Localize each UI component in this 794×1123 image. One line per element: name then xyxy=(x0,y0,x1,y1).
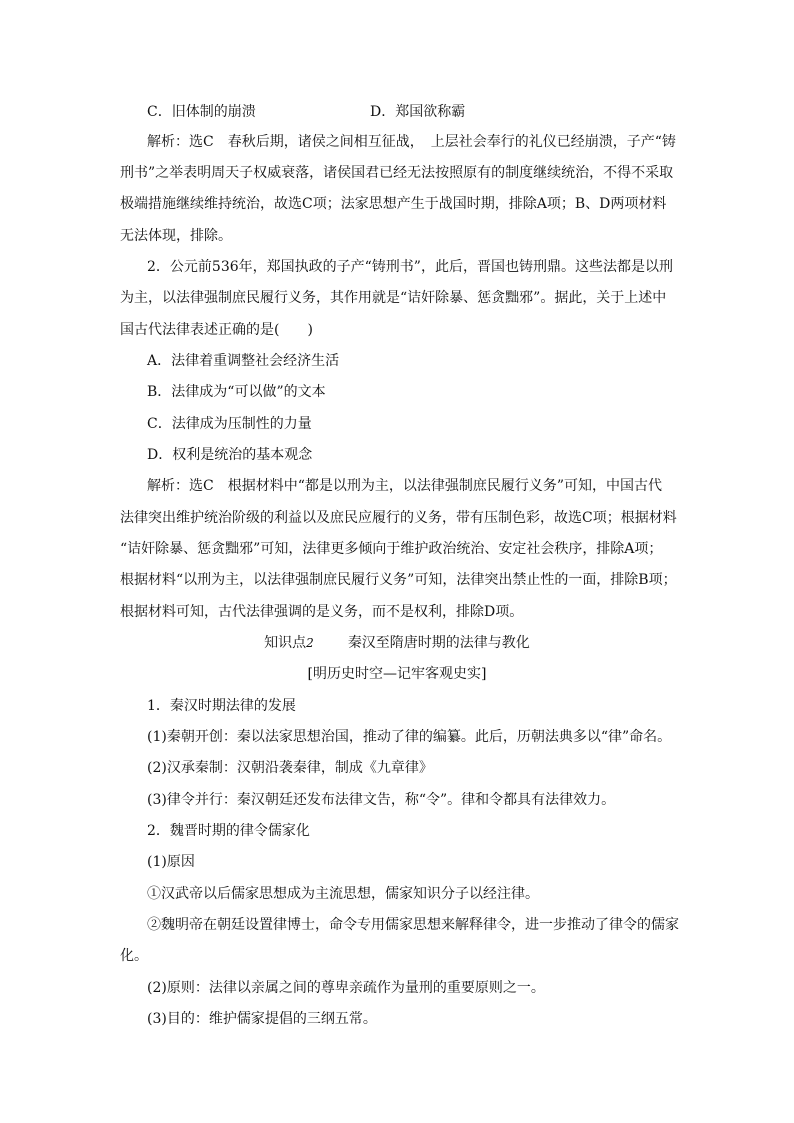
q1-options-row xyxy=(147,102,707,122)
q2-explanation-line-5: 根据材料可知，古代法律强调的是义务，而不是权利，排除D项。 xyxy=(120,604,524,620)
section2-purpose: (3)目的：维护儒家提倡的三纲五常。 xyxy=(147,1011,377,1027)
q2-stem-line-2: 为主，以法律强制庶民履行义务，其作用就是“诘奸除暴、惩贪黜邪”。据此，关于上述中 xyxy=(120,290,667,306)
knowledge-point-title: 秦汉至隋唐时期的法律与教化 xyxy=(347,635,530,651)
q2-stem-line-1: 2．公元前536年，郑国执政的子产“铸刑书”，此后，晋国也铸刑鼎。这些法都是以刑 xyxy=(147,259,673,275)
q2-option-d: D．权利是统治的基本观念 xyxy=(147,447,313,463)
q2-explanation-line-3: “诘奸除暴、惩贪黜邪”可知，法律更多倾向于维护政治统治、安定社会秩序，排除A项； xyxy=(120,541,663,557)
q2-option-a: A．法律着重调整社会经济生活 xyxy=(147,353,340,369)
section2-title: 2．魏晋时期的律令儒家化 xyxy=(147,823,310,839)
q1-option-d: D．郑国欲称霸 xyxy=(370,104,466,120)
q1-explanation-line-4: 无法体现，排除。 xyxy=(120,228,232,244)
section1-item-3: (3)律令并行：秦汉朝廷还发布法律文告，称“令”。律和令都具有法律效力。 xyxy=(147,792,616,808)
section2-principle: (2)原则：法律以亲属之间的尊卑亲疏作为量刑的重要原则之一。 xyxy=(147,980,545,996)
section2-reason-1: ①汉武帝以后儒家思想成为主流思想，儒家知识分子以经注律。 xyxy=(147,886,539,902)
q2-option-c: C．法律成为压制性的力量 xyxy=(147,416,312,432)
q1-explanation-line-1: 解析：选C 春秋后期，诸侯之间相互征战， 上层社会奉行的礼仪已经崩溃，子产“铸 xyxy=(147,134,676,150)
q1-explanation-line-2: 刑书”之举表明周天子权威衰落，诸侯国君已经无法按照原有的制度继续统治，不得不采取 xyxy=(120,165,674,181)
knowledge-point-label: 知识点2 xyxy=(264,635,314,651)
section2-reason-2-cont: 化。 xyxy=(120,948,148,964)
q1-explanation-line-3: 极端措施继续维持统治，故选C项；法家思想产生于战国时期，排除A项；B、D两项材料 xyxy=(120,196,667,212)
q1-option-c: C．旧体制的崩溃 xyxy=(147,104,256,120)
q2-explanation-line-2: 法律突出维护统治阶级的利益以及庶民应履行的义务，带有压制色彩，故选C项；根据材料 xyxy=(120,510,677,526)
q2-explanation-line-4: 根据材料“以刑为主，以法律强制庶民履行义务”可知，法律突出禁止性的一面，排除B项； xyxy=(120,572,677,588)
knowledge-point-number: 2 xyxy=(306,636,314,650)
q2-explanation-line-1: 解析：选C 根据材料中“都是以刑为主，以法律强制庶民履行义务”可知，中国古代 xyxy=(147,478,663,494)
section1-item-1: (1)秦朝开创：秦以法家思想治国，推动了律的编纂。此后，历朝法典多以“律”命名。 xyxy=(147,729,672,745)
section2-reason-heading: (1)原因 xyxy=(147,854,195,870)
section1-title: 1．秦汉时期法律的发展 xyxy=(147,698,296,714)
section-subheading: [明历史时空—记牢客观史实] xyxy=(307,666,487,682)
q2-stem-line-3: 国古代法律表述正确的是( ) xyxy=(120,322,313,338)
knowledge-point-heading xyxy=(0,633,794,653)
section1-item-2: (2)汉承秦制：汉朝沿袭秦律，制成《九章律》 xyxy=(147,760,433,776)
section2-reason-2: ②魏明帝在朝廷设置律博士，命令专用儒家思想来解释律令，进一步推动了律令的儒家 xyxy=(147,917,679,933)
q2-option-b: B．法律成为“可以做”的文本 xyxy=(147,384,326,400)
